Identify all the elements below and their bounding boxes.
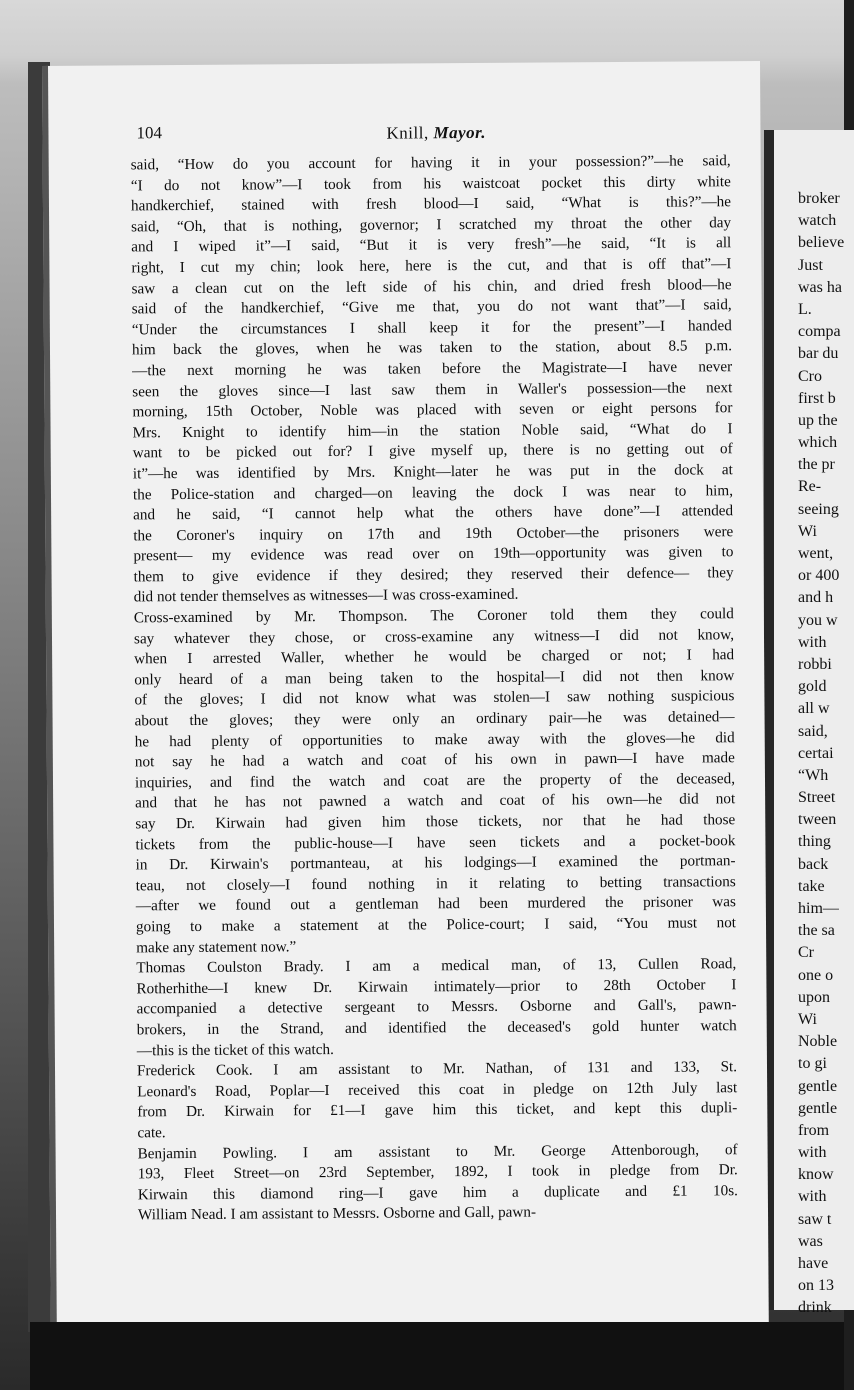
text-line: right, I cut my chin; look here, here is the cut, and that is off that”—I: [131, 255, 732, 277]
facing-page-line: or 400: [798, 567, 840, 585]
book-page: [42, 61, 769, 1328]
text-line: from Dr. Kirwain for £1—I gave him this ticket, and kept this dupli-: [137, 1099, 738, 1121]
text-line: “I do not know”—I took from his waistcoat pocket this dirty white: [130, 172, 731, 194]
text-line: in Dr. Kirwain's portmanteau, at his lodgings—I examined the portman-: [135, 852, 736, 874]
facing-page-line: all w: [798, 700, 830, 718]
text-line: inquiries, and find the watch and coat are the property of the deceased,: [134, 769, 736, 792]
facing-page-line: with: [798, 1144, 827, 1162]
facing-page-line: watch: [798, 212, 837, 230]
text-line: Thomas Coulston Brady. I am a medical man, of 13, Cullen Road,: [136, 955, 737, 977]
facing-page-line: Cro: [798, 367, 822, 385]
text-line: of the gloves; I did not know what was stolen—I saw nothing suspicious: [134, 687, 735, 709]
text-line: and that he has not pawned a watch and coat of his own—he did not: [135, 790, 736, 812]
text-line: 193, Fleet Street—on 23rd September, 1892, I took in pledge from Dr.: [137, 1161, 738, 1183]
text-line: saw a clean cut on the left side of his chin, and dried fresh blood—he: [131, 275, 732, 297]
scan-bottom-edge: [30, 1322, 844, 1390]
facing-page-line: compa: [798, 323, 841, 341]
text-line: Mrs. Knight to identify him—in the station Noble said, “What do I: [132, 419, 733, 442]
facing-page-line: from: [798, 1121, 830, 1139]
text-line: about the gloves; they were only an ordinary pair—he was detained—: [134, 708, 735, 730]
facing-page-line: seeing: [798, 500, 839, 518]
text-line: Kirwain this diamond ring—I gave him a duplicate and £1 10s.: [137, 1181, 738, 1204]
facing-page-line: you w: [798, 611, 838, 629]
text-line: said, “How do you account for having it in your possession?”—he said,: [130, 152, 731, 174]
text-line: make any statement now.”: [136, 937, 297, 956]
facing-page-line: first b: [798, 389, 836, 407]
facing-page-line: saw t: [798, 1210, 832, 1228]
text-line: —the next morning he was taken before the Magistrate—I have never: [132, 358, 733, 380]
facing-page-line: Cr: [798, 944, 814, 962]
running-head: [386, 123, 486, 144]
text-line: he had plenty of opportunities to make away with the gloves—he did: [134, 728, 735, 750]
text-line: said of the handkerchief, “Give me that, you do not want that”—I said,: [131, 296, 732, 318]
text-line: “Under the circumstances I shall keep it for the present”—I handed: [131, 316, 732, 339]
facing-page-line: to gi: [798, 1055, 827, 1073]
text-line: Benjamin Powling. I am assistant to Mr. George Attenborough, of: [137, 1140, 738, 1162]
text-line: said, “Oh, that is nothing, governor; I scratched my throat the other day: [131, 213, 732, 236]
text-line: teau, not closely—I found nothing in it relating to betting transactions: [135, 872, 736, 895]
page-header: [136, 115, 776, 149]
facing-page-line: tween: [798, 811, 837, 829]
facing-page-line: the sa: [798, 922, 835, 940]
facing-page-line: robbi: [798, 655, 832, 673]
text-line: Cross-examined by Mr. Thompson. The Coroner told them they could: [133, 605, 734, 627]
facing-page-line: Noble: [798, 1033, 838, 1051]
text-line: when I arrested Waller, whether he would be charged or not; I had: [134, 646, 735, 668]
facing-page-line: take: [798, 877, 825, 895]
facing-page-line: drink: [798, 1299, 832, 1317]
text-line: it”—he was identified by Mrs. Knight—later he was put in the dock at: [132, 461, 733, 483]
facing-page-line: the pr: [798, 456, 835, 474]
facing-page-line: with: [798, 633, 827, 651]
text-line: say whatever they chose, or cross-examine any witness—I did not know,: [133, 625, 735, 648]
facing-page-line: was ha: [798, 278, 842, 296]
facing-page-line: “Wh: [798, 766, 829, 784]
text-line: the Coroner's inquiry on 17th and 19th October—the prisoners were: [133, 522, 734, 545]
running-head-name: Knill,: [386, 123, 429, 143]
facing-page-line: certai: [798, 744, 834, 762]
text-line: going to make a statement at the Police-court; I said, “You must not: [135, 914, 737, 936]
facing-page-line: back: [798, 855, 829, 873]
facing-page-line: L.: [798, 300, 812, 318]
text-line: Rotherhithe—I knew Dr. Kirwain intimately—prior to 28th October I: [136, 975, 737, 998]
facing-page-line: went,: [798, 545, 834, 562]
text-line: tickets from the public-house—I have seen tickets and a pocket-book: [135, 831, 736, 853]
facing-page-line: believe: [798, 234, 845, 252]
text-line: want to be picked out for? I give myself up, there is no getting out of: [132, 440, 733, 462]
facing-page-line: Street: [798, 789, 836, 807]
facing-page-line: have: [798, 1255, 829, 1272]
text-line: not say he had a watch and coat of his own in pawn—I have made: [134, 749, 735, 771]
facing-page-line: gentle: [798, 1077, 838, 1095]
facing-page-line: gentle: [798, 1099, 838, 1117]
text-line: morning, 15th October, Noble was placed with seven or eight persons for: [132, 399, 733, 421]
text-line: the Police-station and charged—on leaving the dock I was near to him,: [132, 481, 734, 503]
text-line: him back the gloves, when he was taken to the station, about 8.5 p.m.: [131, 337, 733, 359]
text-line: say Dr. Kirwain had given him those tickets, nor that he had those: [135, 811, 736, 833]
text-line: them to give evidence if they desired; they reserved their defence— they: [133, 564, 734, 586]
facing-page-line: upon: [798, 988, 830, 1006]
text-line: and he said, “I cannot help what the others have done”—I attended: [133, 502, 734, 524]
text-line: —after we found out a gentleman had been murdered the prisoner was: [135, 893, 736, 915]
text-line: cate.: [137, 1124, 166, 1142]
text-line: accompanied a detective sergeant to Messrs. Osborne and Gall's, pawn-: [136, 996, 737, 1018]
text-line: only heard of a man being taken to the hospital—I did not then know: [134, 667, 735, 689]
facing-page-line: Just: [798, 256, 823, 274]
facing-page-line: gold: [798, 678, 827, 696]
facing-page-line: bar du: [798, 345, 839, 363]
text-line: Frederick Cook. I am assistant to Mr. Nathan, of 131 and 133, St.: [136, 1058, 738, 1080]
facing-page-line: thing: [798, 833, 831, 851]
text-line: and I wiped it”—I said, “But it is very fresh”—he said, “It is all: [131, 234, 732, 256]
facing-page-line: Wi: [798, 522, 817, 540]
facing-page-line: which: [798, 434, 838, 452]
text-line: William Nead. I am assistant to Messrs. Osborne and Gall, pawn-: [137, 1203, 537, 1224]
facing-page-line: up the: [798, 411, 838, 429]
text-line: present— my evidence was read over on 19th—opportunity was given to: [133, 543, 734, 565]
text-line: did not tender themselves as witnesses—I was cross-examined.: [133, 586, 519, 606]
running-head-title: Mayor.: [433, 122, 487, 143]
facing-page-line: him—: [798, 900, 839, 917]
facing-page-line: one o: [798, 966, 834, 984]
facing-page-text: [774, 130, 854, 1342]
facing-page-line: Wi: [798, 1010, 817, 1028]
facing-page-line: on 13: [798, 1277, 834, 1295]
text-line: handkerchief, stained with fresh blood—I said, “What is this?”—he: [130, 193, 732, 215]
facing-page-line: and h: [798, 589, 834, 607]
text-line: Leonard's Road, Poplar—I received this coat in pledge on 12th July last: [137, 1078, 738, 1101]
text-line: seen the gloves since—I last saw them in Waller's possession—the next: [132, 378, 733, 400]
facing-page-line: broker: [798, 190, 840, 207]
body-text: [131, 151, 738, 1226]
facing-page-line: Re-: [798, 478, 822, 496]
facing-page-line: with: [798, 1188, 827, 1206]
text-line: brokers, in the Strand, and identified the deceased's gold hunter watch: [136, 1017, 737, 1039]
facing-page-line: said,: [798, 722, 828, 740]
facing-page: [764, 130, 854, 1317]
page-number: 104: [136, 123, 163, 143]
text-line: —this is the ticket of this watch.: [136, 1040, 334, 1059]
facing-page-line: was: [798, 1232, 823, 1250]
facing-page-line: know: [798, 1166, 834, 1184]
